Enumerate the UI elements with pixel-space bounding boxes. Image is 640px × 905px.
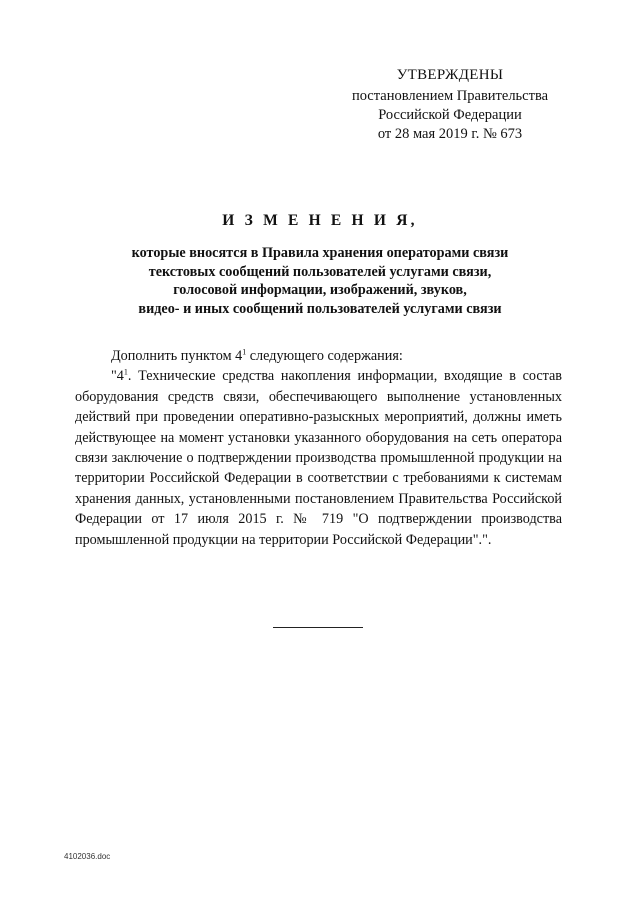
subtitle-line: голосовой информации, изображений, звуков, — [173, 282, 467, 299]
subtitle-line: текстовых сообщений пользователей услугами связи, — [148, 263, 492, 280]
amendment-text: . Технические средства накопления информации, входящие в состав оборудования средств связи, обеспечивающего выполнение установленных действий при проведении оперативно-разыскных мероприятий, должны иметь действующее на момент установки указанного оборудования на сеть оператора связи заключение о подтверждении производства промышленной продукции на территории Российской Федерации в соответствии с требованиями к системам хранения данных, установленными постановлением Правительства Российской Федерации от 17 июля 2015 г. № 719 "О подтверждении производства промышленной продукции на территории Российской Федерации".". — [75, 368, 562, 548]
amendment-number: "4 — [111, 368, 124, 385]
document-heading — [60, 212, 580, 318]
amendment-superscript: 1 — [123, 367, 128, 377]
approval-line-federation: Российской Федерации — [378, 107, 522, 123]
subtitle-line: видео- и иных сообщений пользователей услугами связи — [138, 300, 502, 317]
approval-stamp: УТВЕРЖДЕНЫ — [396, 67, 504, 83]
intro-text: Дополнить пунктом 4 — [111, 348, 243, 364]
amendment-paragraph — [75, 366, 562, 550]
end-separator-line — [273, 627, 363, 628]
approval-block — [330, 66, 570, 144]
document-title: И З М Е Н Е Н И Я, — [222, 212, 418, 229]
subtitle-line: которые вносятся в Правила хранения операторами связи — [131, 245, 509, 261]
footer-file-name: 4102036.doc — [64, 852, 111, 861]
approval-line-date-number: от 28 мая 2019 г. № 673 — [377, 126, 523, 142]
document-subtitle — [60, 244, 580, 318]
intro-text-end: следующего содержания: — [246, 348, 403, 364]
document-body — [75, 346, 562, 550]
intro-paragraph — [75, 346, 562, 366]
approval-line-decree: постановлением Правительства — [351, 88, 549, 104]
intro-superscript: 1 — [242, 347, 247, 357]
